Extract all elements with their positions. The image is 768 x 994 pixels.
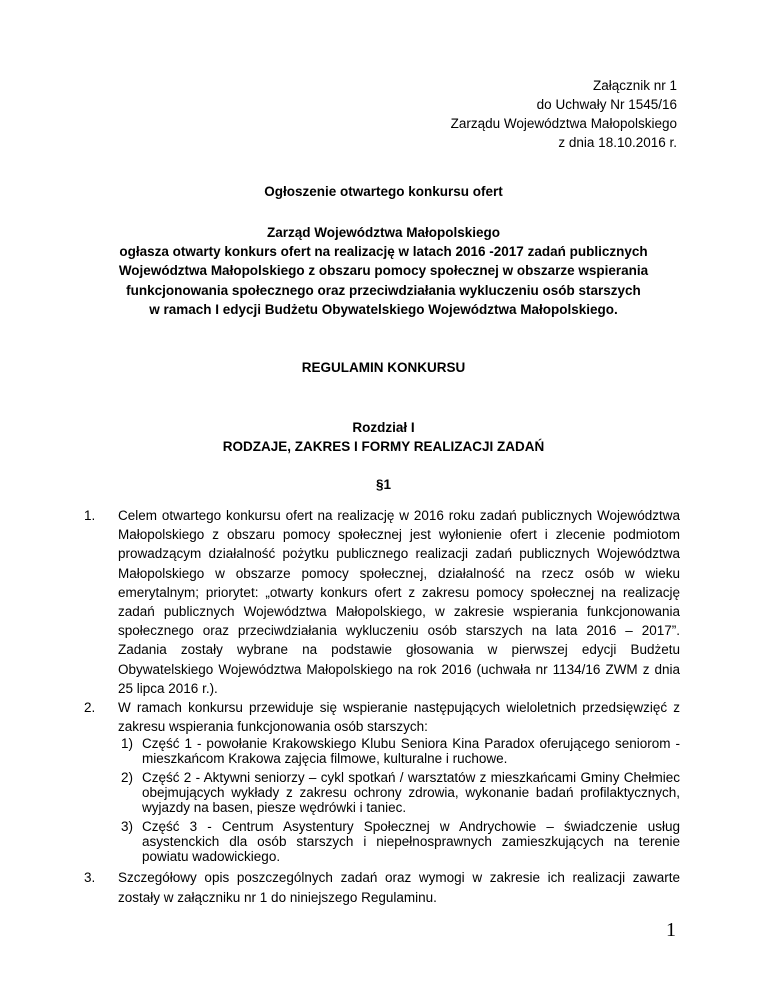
chapter-heading [80,418,687,456]
list-item [84,506,680,698]
list-item-text: W ramach konkursu przewiduje się wspieranie następujących wieloletnich przedsięwzięć z zakresu wspierania funkcjonowania osób starszych: [118,700,680,735]
list-item-text: Szczegółowy opis poszczególnych zadań oraz wymogi w zakresie ich realizacji zawarte zostały w załączniku nr 1 do niniejszego Regulaminu. [118,870,680,905]
annex-line: Załącznik nr 1 [592,78,677,93]
sub-list-item-number: 1) [121,736,134,752]
numbered-list [84,506,680,907]
sub-list-item-text: Część 2 - Aktywni seniorzy – cykl spotkań / warsztatów z mieszkańcami Gminy Chełmiec obejmujących wykłady z zakresu ochrony zdrowia, wykonanie badań profilaktycznych, wyjazdy na basen, piesze wędrówki i taniec. [142,770,680,816]
list-item-number: 2. [84,700,96,716]
chapter-label: Rozdział I [352,420,415,435]
list-item [84,698,680,865]
chapter-title: RODZAJE, ZAKRES I FORMY REALIZACJI ZADAŃ [222,439,545,454]
sub-list-item-text: Część 3 - Centrum Asystentury Społecznej w Andrychowie – świadczenie usług asystenckich dla osób starszych i niepełnosprawnych zamieszkujących na terenie powiatu wadowickiego. [142,819,680,865]
sub-list-item [118,736,680,766]
page-number: 1 [666,919,676,941]
announcement-title: Ogłoszenie otwartego konkursu ofert [264,184,503,199]
regulamin-heading: REGULAMIN KONKURSU [301,360,466,375]
sub-list-item-number: 3) [121,819,134,835]
list-item-number: 3. [84,870,96,886]
paragraph-sign: §1 [375,477,392,492]
annex-line: z dnia 18.10.2016 r. [558,135,677,150]
annex-line: Zarządu Województwa Małopolskiego [450,116,677,131]
list-item [84,868,680,906]
board-line: Zarząd Województwa Małopolskiego [266,225,501,240]
board-line: Województwa Małopolskiego z obszaru pomocy społecznej w obszarze wspierania [118,263,649,279]
list-item-text: Celem otwartego konkursu ofert na realizację w 2016 roku zadań publicznych Województwa Małopolskiego z obszaru pomocy społecznej jest wyłonienie ofert i zlecenie podmiotom prowadzącym działalność pożytku publicznego realizacji zadań publicznych Województwa Małopolskiego w obszarze pomocy społecznej, działalność na rzecz osób w wieku emerytalnym; priorytet: „otwarty konkurs ofert z zakresu pomocy społecznej na realizację zadań publicznych Województwa Małopolskiego, w zakresie wspierania funkcjonowania społecznego oraz przeciwdziałania wykluczeniu osób starszych na lata 2016 – 2017”. Zadania zostały wybrane na podstawie głosowania w pierwszej edycji Budżetu Obywatelskiego Województwa Małopolskiego na rok 2016 (uchwała nr 1134/16 ZWM z dnia 25 lipca 2016 r.). [118,508,680,696]
sub-list [118,736,680,864]
sub-list-item-number: 2) [121,770,134,786]
board-line: funkcjonowania społecznego oraz przeciwdziałania wykluczeniu osób starszych [126,282,641,298]
sub-list-item [118,770,680,815]
board-line: ogłasza otwarty konkurs ofert na realizację w latach 2016 -2017 zadań publicznych [119,244,648,260]
annex-header [451,76,677,152]
sub-list-item-text: Część 1 - powołanie Krakowskiego Klubu Seniora Kina Paradox oferującego seniorom - mieszkańcom Krakowa zajęcia filmowe, kulturalne i ruchowe. [142,736,680,767]
board-line: w ramach I edycji Budżetu Obywatelskiego Województwa Małopolskiego. [149,301,618,317]
sub-list-item [118,819,680,864]
list-item-number: 1. [84,508,96,523]
annex-line: do Uchwały Nr 1545/16 [536,97,677,112]
board-announcement [80,223,687,319]
